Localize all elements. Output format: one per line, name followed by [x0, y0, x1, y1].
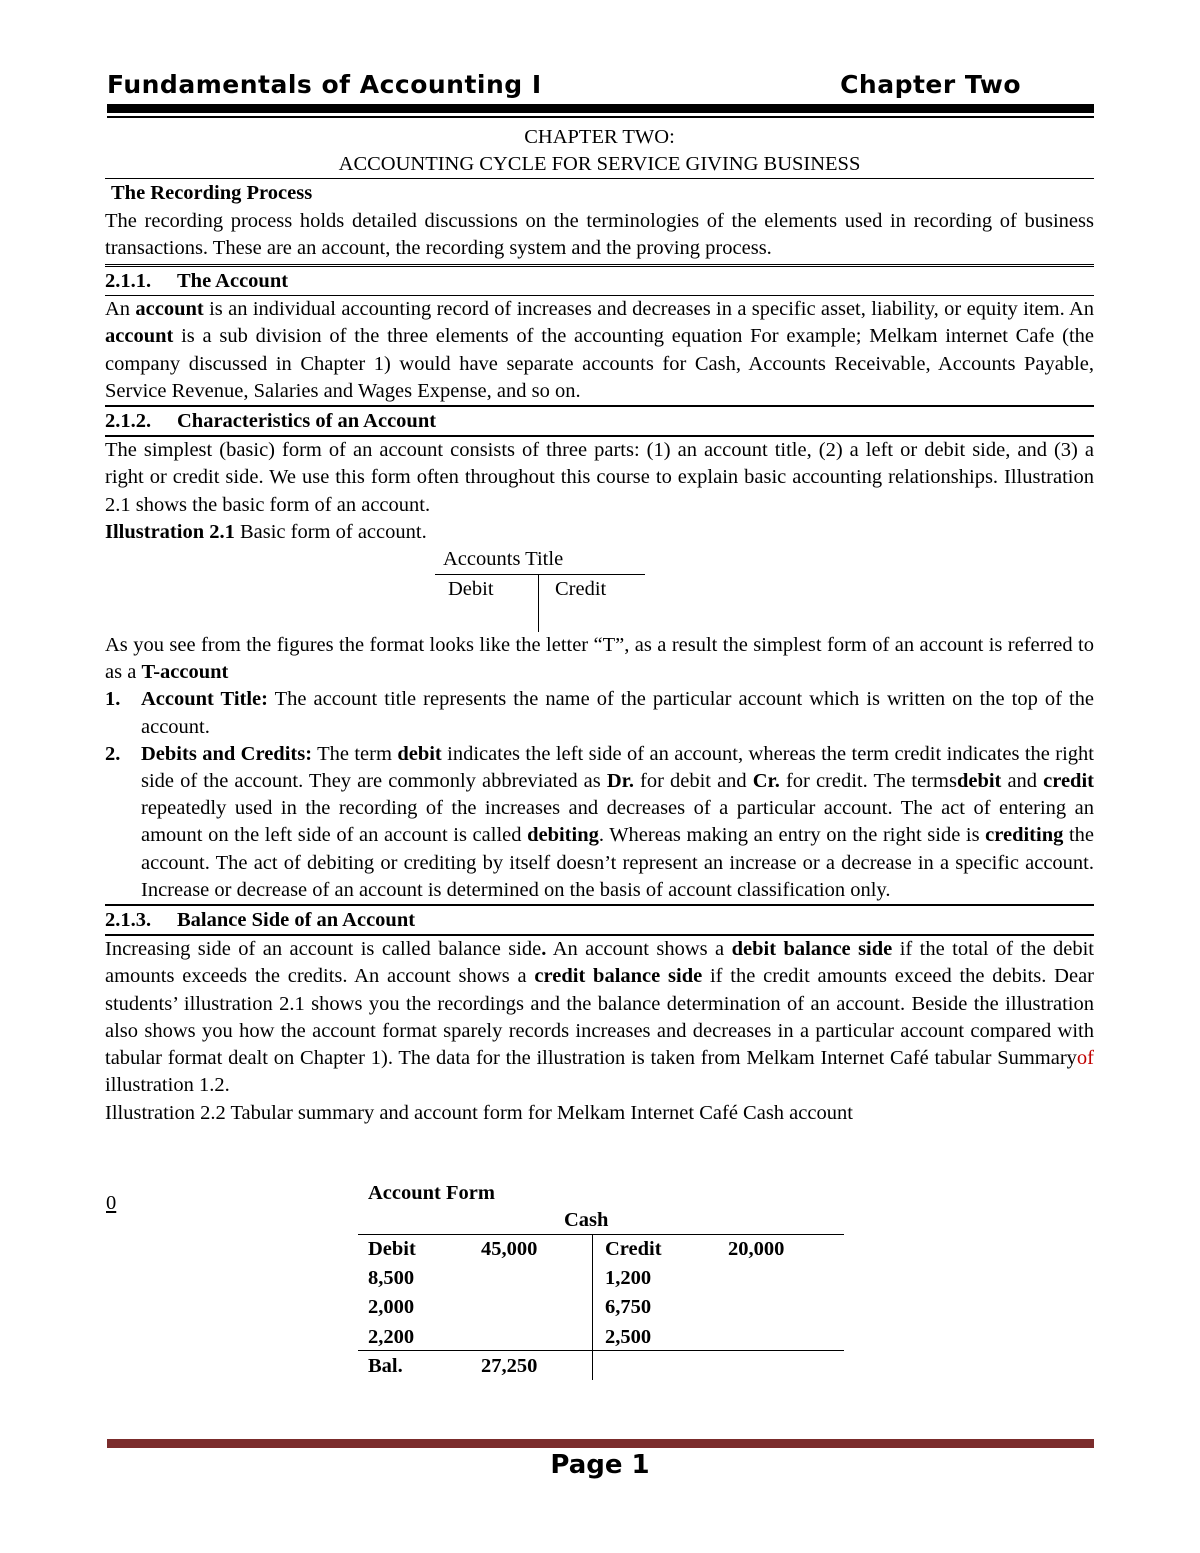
- t-account-explanation: As you see from the figures the format looks like the letter “T”, as a result the simplest form of an account is referred to as a T-account: [105, 634, 1094, 684]
- header-course-title: Fundamentals of Accounting I: [107, 70, 542, 99]
- illustration-2-1-caption: Illustration 2.1 Basic form of account.: [105, 520, 427, 543]
- t-account-title: Accounts Title: [443, 548, 564, 571]
- section-2-1-1-heading: [105, 267, 1094, 295]
- illustration-2-2-caption: Illustration 2.2 Tabular summary and account form for Melkam Internet Café Cash account: [105, 1101, 853, 1124]
- cash-divider: [592, 1234, 593, 1380]
- list-item: 2. Debits and Credits: The term debit indicates the left side of an account, whereas the term credit indicates the right side of the account. They are commonly abbreviated as Dr. for debit and Cr. for credit. The termsdebit and credit repeatedly used in the recording of the increases and decreases of a particular account. The act of entering an amount on the left side of an account is called debiting. Whereas making an entry on the right side is crediting the account. The act of debiting or crediting by itself doesn’t represent an increase or a decrease in a specific account. Increase or decrease of an account is determined on the basis of account classification only.: [105, 742, 1094, 901]
- debit-entry: 8,500: [368, 1267, 415, 1289]
- t-account-credit: Credit: [555, 578, 607, 601]
- balance-amount: 27,250: [481, 1355, 538, 1377]
- header-rule-thin: [107, 116, 1094, 118]
- section-number: 2.1.1.: [105, 270, 152, 293]
- section-2-1-3-text: Increasing side of an account is called balance side. An account shows a debit balance side if the total of the debit amounts exceeds the credits. An account shows a credit balance side if the credit amounts exceed the debits. Dear students’ illustration 2.1 shows you the recordings and the balance determination of an account. Beside the illustration also shows you how the account format sparely records increases and decreases in a particular account compared with tabular format dealt on Chapter 1). The data for the illustration is taken from Melkam Internet Café tabular Summaryof illustration 1.2.: [105, 938, 1095, 1097]
- page-header: [107, 70, 1093, 104]
- t-account-diagram: [105, 546, 1094, 632]
- t-account-debit: Debit: [448, 578, 494, 601]
- debit-first-amount: 45,000: [481, 1238, 538, 1260]
- credit-entry: 2,500: [605, 1326, 652, 1348]
- list-item: 1. Account Title: The account title represents the name of the particular account which is written on the top of the account.: [105, 688, 1094, 738]
- section-2-1-2-text: The simplest (basic) form of an account consists of three parts: (1) an account title, (2) a left or debit side, and (3) a right or credit side. We use this form often throughout this course to explain basic accounting relationships. Illustration 2.1 shows the basic form of an account.: [105, 439, 1094, 516]
- credit-entry: 1,200: [605, 1267, 652, 1289]
- header-rule-thick: [107, 104, 1094, 113]
- recording-text: The recording process holds detailed discussions on the terminologies of the elements used in recording of business transactions. These are an account, the recording system and the proving process.: [105, 209, 1094, 259]
- section-2-1-2-heading: [105, 407, 1094, 435]
- debit-entry: 2,200: [368, 1326, 415, 1348]
- section-title: Balance Side of an Account: [177, 909, 416, 932]
- cash-account-title: Cash: [564, 1209, 609, 1231]
- cash-total-line: [358, 1350, 844, 1351]
- cash-top-line: [358, 1234, 844, 1235]
- section-number: 2.1.3.: [105, 909, 152, 932]
- page-number: Page 1: [550, 1450, 650, 1480]
- debit-label: Debit: [368, 1238, 416, 1260]
- account-parts-list: [105, 686, 1094, 904]
- document-body: [105, 124, 1094, 1127]
- section-title: The Account: [177, 270, 289, 293]
- debit-entry: 2,000: [368, 1296, 415, 1318]
- section-2-1-1-text: An account is an individual accounting record of increases and decreases in a specific asset, liability, or equity item. An account is a sub division of the three elements of the accounting equation For example; Melkam internet Cafe (the company discussed in Chapter 1) would have separate accounts for Cash, Accounts Receivable, Accounts Payable, Service Revenue, Salaries and Wages Expense, and so on.: [105, 298, 1094, 402]
- chapter-label: CHAPTER TWO:: [524, 126, 675, 148]
- section-2-1-3-heading: [105, 906, 1094, 934]
- balance-label: Bal.: [368, 1355, 403, 1377]
- tabular-placeholder: 0: [106, 1192, 117, 1214]
- section-number: 2.1.2.: [105, 410, 152, 433]
- credit-entry: 6,750: [605, 1296, 652, 1318]
- credit-label: Credit: [605, 1238, 662, 1260]
- footer-rule: [107, 1439, 1094, 1448]
- credit-first-amount: 20,000: [728, 1238, 785, 1260]
- t-account-divider: [538, 574, 539, 632]
- recording-heading: The Recording Process: [111, 182, 313, 205]
- account-form-title: Account Form: [368, 1182, 495, 1204]
- cash-account-form: [105, 1178, 1094, 1388]
- chapter-title: ACCOUNTING CYCLE FOR SERVICE GIVING BUSINESS: [338, 153, 861, 176]
- section-title: Characteristics of an Account: [177, 410, 437, 433]
- header-chapter: Chapter Two: [840, 70, 1021, 99]
